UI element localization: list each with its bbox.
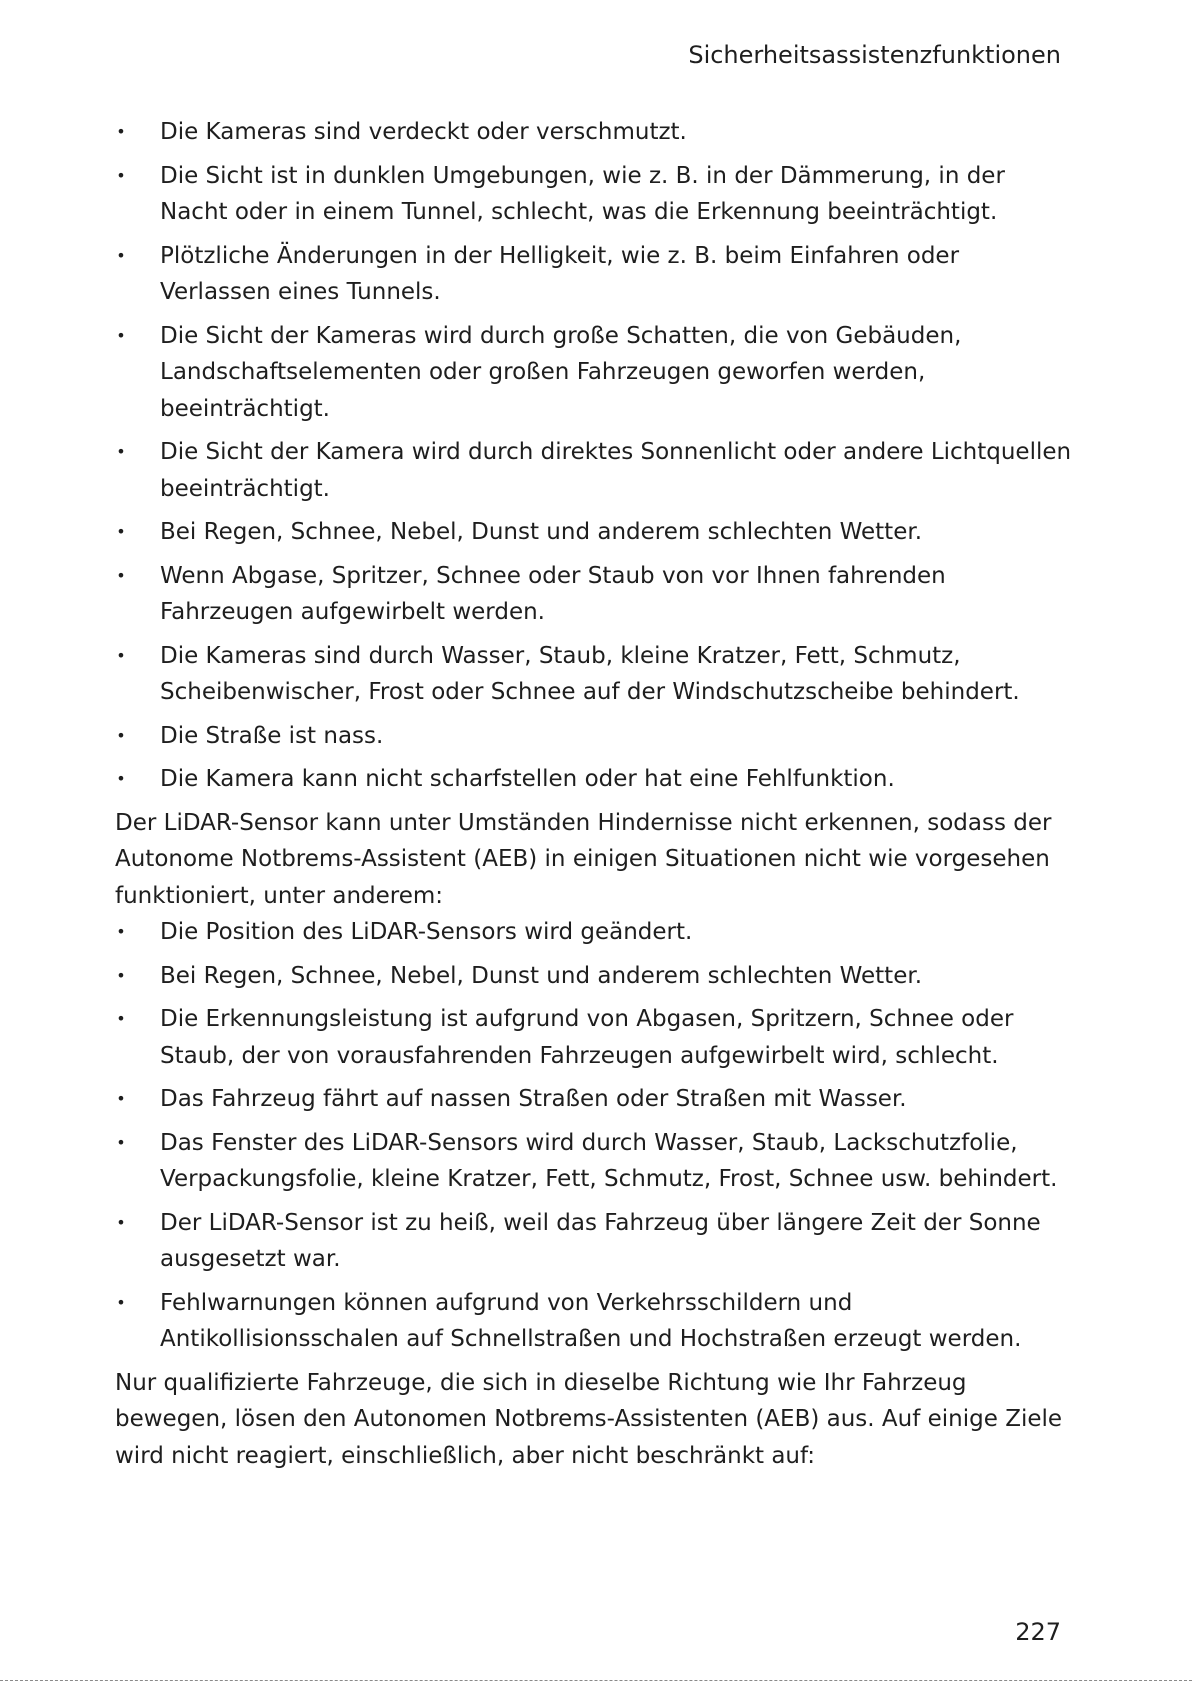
bullet-icon: • xyxy=(116,725,126,745)
list-item-text: Das Fahrzeug fährt auf nassen Straßen oder Straßen mit Wasser. xyxy=(160,1086,907,1112)
list-item xyxy=(115,318,1075,428)
list-item-text: Die Position des LiDAR-Sensors wird geändert. xyxy=(160,919,693,945)
bullet-icon: • xyxy=(116,769,126,788)
page-number: 227 xyxy=(1015,1618,1061,1646)
list-item-text: Das Fenster des LiDAR-Sensors wird durch Wasser, Staub, Lackschutzfolie, Verpackungsfolie, kleine Kratzer, Fett, Schmutz, Frost, Schnee usw. behindert. xyxy=(160,1129,1058,1192)
lidar-limitations-list xyxy=(115,914,1075,1358)
list-item-text: Die Straße ist nass. xyxy=(160,722,384,749)
list-item xyxy=(115,718,1075,755)
bullet-icon: • xyxy=(116,1009,126,1028)
list-item-text: Die Sicht ist in dunklen Umgebungen, wie z. B. in der Dämmerung, in der Nacht oder in einem Tunnel, schlecht, was die Erkennung beeinträchtigt. xyxy=(160,162,1005,225)
list-item xyxy=(115,238,1075,311)
list-item xyxy=(115,514,1075,551)
list-item xyxy=(115,761,1075,798)
list-item xyxy=(115,1285,1075,1358)
list-item xyxy=(115,1081,1075,1118)
bullet-icon: • xyxy=(116,1089,126,1108)
list-item-text: Die Kameras sind verdeckt oder verschmutzt. xyxy=(160,119,687,145)
bullet-icon: • xyxy=(116,122,126,141)
bullet-icon: • xyxy=(116,245,126,265)
camera-limitations-list xyxy=(115,114,1075,798)
bullet-icon: • xyxy=(116,522,126,541)
list-item-text: Die Sicht der Kamera wird durch direktes Sonnenlicht oder andere Lichtquellen beeinträchtigt. xyxy=(160,439,1072,502)
list-item-text: Plötzliche Änderungen in der Helligkeit, wie z. B. beim Einfahren oder Verlassen eines Tunnels. xyxy=(160,242,960,305)
bullet-icon: • xyxy=(116,1292,126,1312)
lidar-intro-paragraph: Der LiDAR-Sensor kann unter Umständen Hindernisse nicht erkennen, sodass der Autonome Notbrems-Assistent (AEB) in einigen Situationen nicht wie vorgesehen funktioniert, unter anderem: xyxy=(115,809,1052,909)
bullet-icon: • xyxy=(116,1132,126,1152)
list-item-text: Die Erkennungsleistung ist aufgrund von Abgasen, Spritzern, Schnee oder Staub, der von vorausfahrenden Fahrzeugen aufgewirbelt wird, schlecht. xyxy=(160,1006,1014,1069)
list-item-text: Bei Regen, Schnee, Nebel, Dunst und anderem schlechten Wetter. xyxy=(160,519,923,545)
list-item xyxy=(115,114,1075,151)
bullet-icon: • xyxy=(116,165,126,185)
bullet-icon: • xyxy=(116,965,126,985)
list-item-text: Die Sicht der Kameras wird durch große Schatten, die von Gebäuden, Landschaftselementen oder großen Fahrzeugen geworfen werden, beeinträchtigt. xyxy=(160,322,962,422)
bullet-icon: • xyxy=(116,442,126,461)
page-content xyxy=(115,114,1075,1474)
page-edge-divider xyxy=(0,1680,1192,1681)
list-item xyxy=(115,1205,1075,1278)
list-item-text: Die Kameras sind durch Wasser, Staub, kleine Kratzer, Fett, Schmutz, Scheibenwischer, Frost oder Schnee auf der Windschutzscheibe behindert. xyxy=(160,642,1020,705)
list-item xyxy=(115,558,1075,631)
list-item xyxy=(115,158,1075,231)
list-item xyxy=(115,958,1075,995)
list-item-text: Wenn Abgase, Spritzer, Schnee oder Staub von vor Ihnen fahrenden Fahrzeugen aufgewirbelt werden. xyxy=(160,562,946,625)
list-item xyxy=(115,638,1075,711)
running-header: Sicherheitsassistenzfunktionen xyxy=(688,41,1061,69)
list-item xyxy=(115,1001,1075,1074)
bullet-icon: • xyxy=(116,325,126,345)
list-item xyxy=(115,914,1075,951)
list-item-text: Der LiDAR-Sensor ist zu heiß, weil das Fahrzeug über längere Zeit der Sonne ausgesetzt war. xyxy=(160,1209,1041,1272)
bullet-icon: • xyxy=(116,922,126,941)
list-item xyxy=(115,1125,1075,1198)
bullet-icon: • xyxy=(116,645,126,665)
list-item xyxy=(115,434,1075,507)
list-item-text: Bei Regen, Schnee, Nebel, Dunst und anderem schlechten Wetter. xyxy=(160,962,923,989)
list-item-text: Die Kamera kann nicht scharfstellen oder hat eine Fehlfunktion. xyxy=(160,766,895,792)
aeb-targets-paragraph: Nur qualifizierte Fahrzeuge, die sich in dieselbe Richtung wie Ihr Fahrzeug bewegen, lösen den Autonomen Notbrems-Assistenten (AEB) aus. Auf einige Ziele wird nicht reagiert, einschließlich, aber nicht beschränkt auf: xyxy=(115,1369,1063,1469)
list-item-text: Fehlwarnungen können aufgrund von Verkehrsschildern und Antikollisionsschalen auf Schnellstraßen und Hochstraßen erzeugt werden. xyxy=(160,1289,1022,1352)
bullet-icon: • xyxy=(116,1212,126,1232)
bullet-icon: • xyxy=(116,565,126,585)
